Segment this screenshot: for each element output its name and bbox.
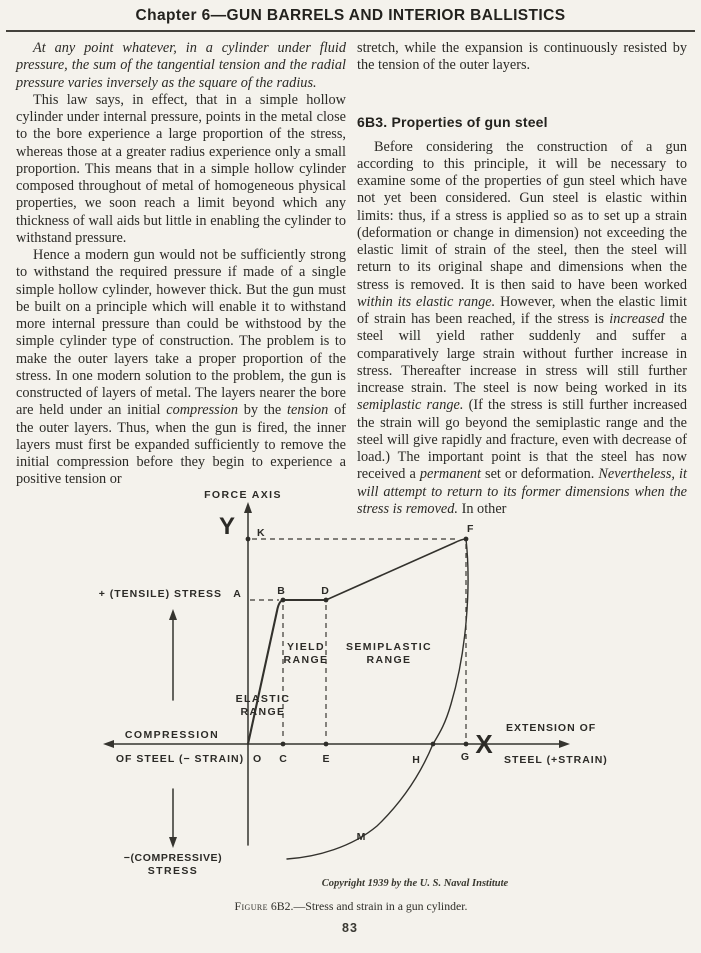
unloading-curve [287, 539, 468, 859]
paragraph [357, 40, 687, 75]
point-e-dot [324, 742, 329, 747]
semiplastic-range-label-2: RANGE [366, 654, 412, 666]
point-d-label: D [321, 585, 329, 597]
point-c-dot [281, 742, 286, 747]
text-segment: increased [609, 311, 665, 327]
text-segment: (If the stress is still further increased the strain will go beyond the semiplastic range and the steel will give rapidly and fracture, even with decrease of load.) The important point is that the steel has now received a [357, 397, 687, 483]
text-segment: In other [458, 500, 507, 517]
semiplastic-curve [326, 539, 466, 600]
yield-range-label-1: YIELD [287, 641, 325, 653]
force-axis-label: FORCE AXIS [204, 489, 282, 501]
point-a-label: A [233, 588, 241, 600]
chapter-header: Chapter 6—GUN BARRELS AND INTERIOR BALLISTICS [135, 7, 566, 24]
left-column [16, 40, 346, 489]
point-g-dot [464, 742, 469, 747]
figure-caption-prefix: Figure [234, 899, 268, 913]
paragraph [16, 40, 346, 92]
compression-label-2: OF STEEL (− STRAIN) [115, 753, 245, 765]
section-heading: 6B3. Properties of gun steel [357, 113, 548, 130]
point-h-dot [431, 742, 436, 747]
point-f-label: F [467, 523, 474, 535]
text-segment: compression [166, 402, 238, 419]
point-d-dot [324, 598, 329, 603]
extension-label-2: STEEL (+STRAIN) [504, 754, 608, 766]
text-segment: At any point whatever, in a cylinder under fluid pressure, the sum of the tangential tension and the radial pressure varies inversely as the square of the radius. [16, 40, 346, 91]
tensile-arrowhead [169, 609, 177, 620]
figure-caption-text: 6B2.—Stress and strain in a gun cylinder. [267, 899, 468, 913]
point-c-label: C [279, 753, 287, 765]
paragraph [16, 92, 346, 247]
point-k-dot [246, 537, 251, 542]
point-b-dot [281, 598, 286, 603]
x-axis-right-arrowhead [559, 740, 570, 748]
compression-label-1: COMPRESSION [124, 729, 220, 741]
compressive-stress-label-2: STRESS [147, 865, 199, 877]
text-segment: Before considering the construction of a gun according to this principle, it will be necessary to examine some of the properties of gun steel which have not yet been considered. Gun steel is elastic within limits: thus, if a stress is applied so as to set up a strain (deformation or change in dimension) not exceeding the elastic limit of strain of the steel, then the steel will return to its original shape and dimensions when the stress is removed. It is then said to have been worked [357, 138, 687, 293]
point-o-label: O [253, 753, 262, 765]
point-e-label: E [322, 753, 330, 765]
figure-copyright: Copyright 1939 by the U. S. Naval Institute [321, 878, 509, 889]
header-rule [6, 30, 695, 32]
text-segment: Hence a modern gun would not be sufficiently strong to withstand the required pressure if made of a single simple hollow cylinder, however thick. But the gun must be built on a principle which will enable it to withstand more internal pressure than could be withstood by the simple cylinder type of construction. The problem is to make the outer layers take a proper proportion of the stress. In one modern solution to the problem, the gun is constructed of layers of metal. The layers nearer the bore are held under an initial [16, 247, 346, 419]
text-segment: stretch, while the expansion is continuously resisted by the tension of the outer layers. [357, 40, 687, 74]
point-b-label: B [277, 585, 285, 597]
yield-range-label-2: RANGE [283, 654, 329, 666]
text-segment: set or deformation. [480, 466, 599, 483]
text-segment: This law says, in effect, that in a simple hollow cylinder under internal pressure, points in the metal close to the bore experience a large proportion of the stress, whereas those at a greater radius experience only a small proportion. This means that in a simple hollow cylinder composed throughout of metal of homogeneous physical properties, we soon reach a limit beyond which any thickness of wall aids but little in enabling the cylinder to withstand pressure. [16, 91, 346, 246]
x-axis-left-arrowhead [103, 740, 114, 748]
tensile-stress-label: + (TENSILE) STRESS [98, 588, 222, 600]
compressive-stress-label-1: −(COMPRESSIVE) [123, 852, 223, 864]
elastic-yield-curve [248, 600, 326, 744]
paragraph [16, 247, 346, 489]
right-column-intro [357, 40, 687, 75]
y-axis-up-arrowhead [244, 502, 252, 513]
compressive-arrowhead [169, 837, 177, 848]
page-number: 83 [342, 921, 358, 935]
point-m-label: M [356, 831, 366, 843]
semiplastic-range-label-1: SEMIPLASTIC [346, 641, 432, 653]
point-k-label: K [257, 527, 265, 539]
text-segment: tension [287, 402, 329, 419]
elastic-range-label-2: RANGE [240, 706, 286, 718]
figure-caption [235, 899, 468, 914]
text-segment: the steel will yield rather suddenly and suffer a comparatively large strain without further increase in stress. Thereafter increase in stress will still further increase strain. The steel is now being worked in its [357, 311, 687, 396]
text-segment: Nevertheless, it will attempt to return to its former dimensions when the stress is removed. [357, 466, 687, 517]
x-axis-label: X [475, 729, 493, 759]
point-h-label: H [412, 754, 420, 766]
text-segment: by the [237, 402, 288, 419]
point-g-label: G [460, 751, 470, 763]
paragraph [357, 139, 687, 519]
right-column [357, 40, 687, 518]
right-column-body [357, 139, 687, 519]
y-axis-label: Y [218, 513, 236, 540]
elastic-range-label-1: ELASTIC [235, 693, 291, 705]
text-segment: of the outer layers. Thus, when the gun is fired, the inner layers must first be expanded sufficiently to remove the initial compression before they begin to experience a positive tension or [16, 402, 346, 488]
text-segment: within its elastic range. [357, 293, 496, 310]
text-segment: However, when the elastic limit of strain has been reached, if the stress is [357, 293, 688, 327]
extension-label-1: EXTENSION OF [506, 722, 597, 734]
text-segment: permanent [419, 466, 481, 483]
text-segment: semiplastic range. [357, 397, 464, 414]
point-f-dot [464, 537, 469, 542]
